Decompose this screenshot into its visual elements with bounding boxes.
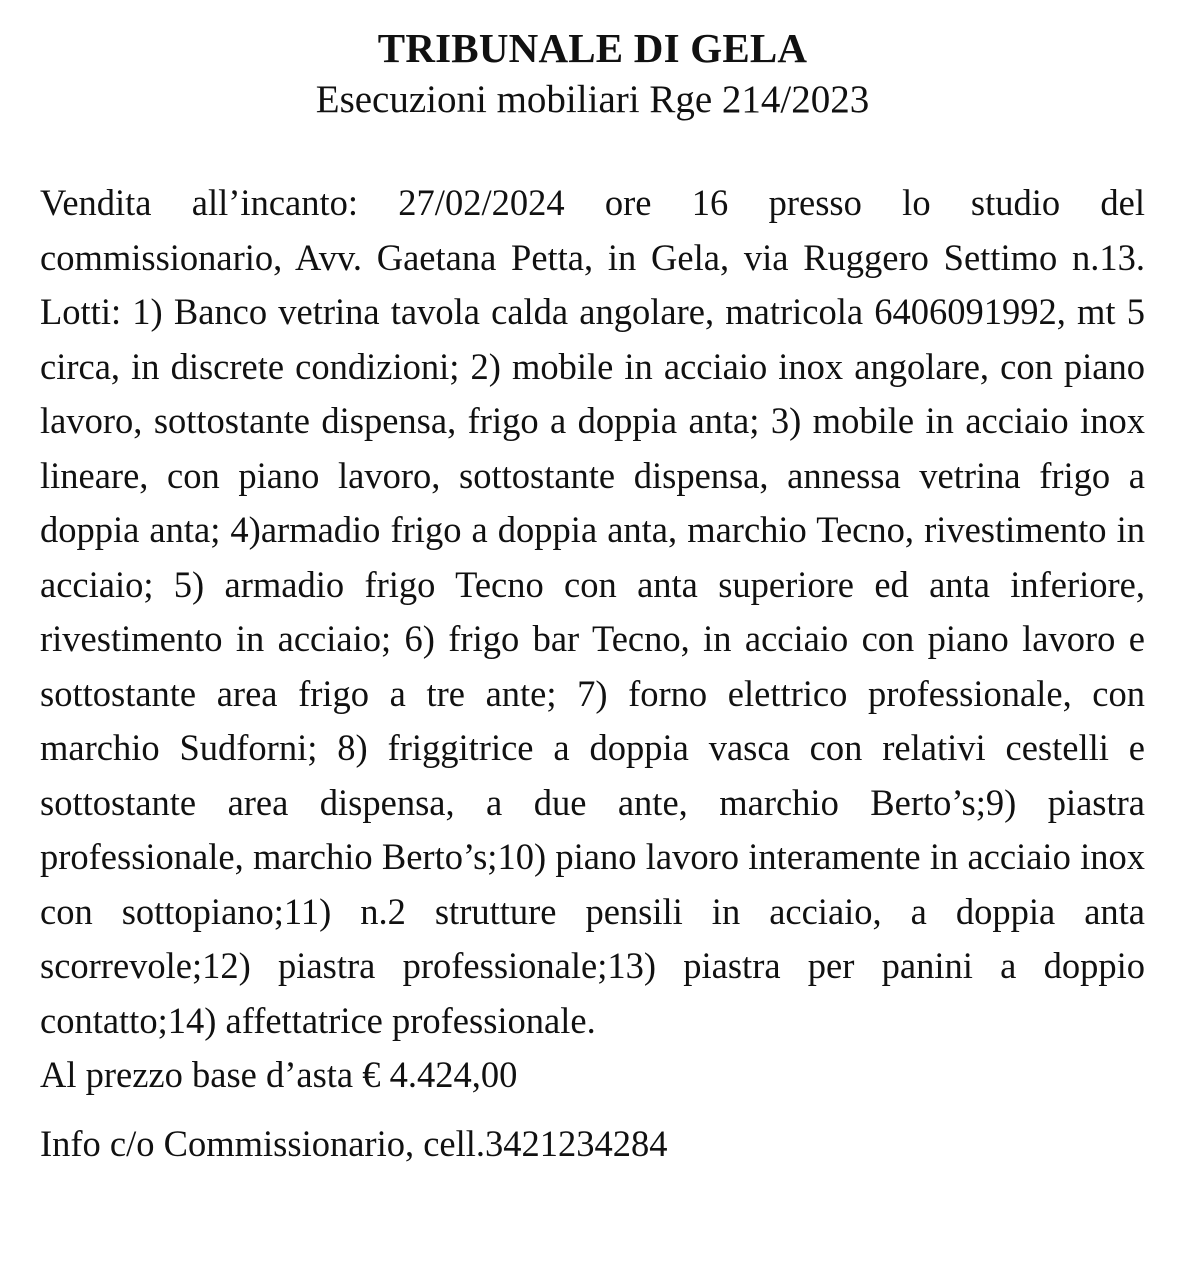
court-title: TRIBUNALE DI GELA (377, 25, 808, 71)
case-subtitle: Esecuzioni mobiliari Rge 214/2023 (315, 78, 870, 121)
contact-info: Info c/o Commissionario, cell.3421234284 (40, 1122, 668, 1164)
sale-description: Vendita all’incanto: 27/02/2024 ore 16 presso lo studio del commissionario, Avv. Gaetana Petta, in Gela, via Ruggero Settimo n.13. Lotti: 1) Banco vetrina tavola calda angolare, matricola 6406091992, mt 5 circa, in discrete condizioni; 2) mobile in acciaio inox angolare, con piano lavoro, sottostante dispensa, frigo a doppia anta; 3) mobile in acciaio inox lineare, con piano lavoro, sottostante dispensa, annessa vetrina frigo a doppia anta; 4)armadio frigo a doppia anta, marchio Tecno, rivestimento in acciaio; 5) armadio frigo Tecno con anta superiore ed anta inferiore, rivestimento in acciaio; 6) frigo bar Tecno, in acciaio con piano lavoro e sottostante area frigo a tre ante; 7) forno elettrico professionale, con marchio Sudforni; 8) friggitrice a doppia vasca con relativi cestelli e sottostante area dispensa, a due ante, marchio Berto’s;9) piastra professionale, marchio Berto’s;10) piano lavoro interamente in acciaio inox con sottopiano;11) n.2 strutture pensili in acciaio, a doppia anta scorrevole;12) piastra professionale;13) piastra per panini a doppio contatto;14) affettatrice professionale. (40, 182, 1145, 1041)
court-notice (40, 22, 1145, 1171)
base-price: Al prezzo base d’asta € 4.424,00 (40, 1054, 518, 1095)
